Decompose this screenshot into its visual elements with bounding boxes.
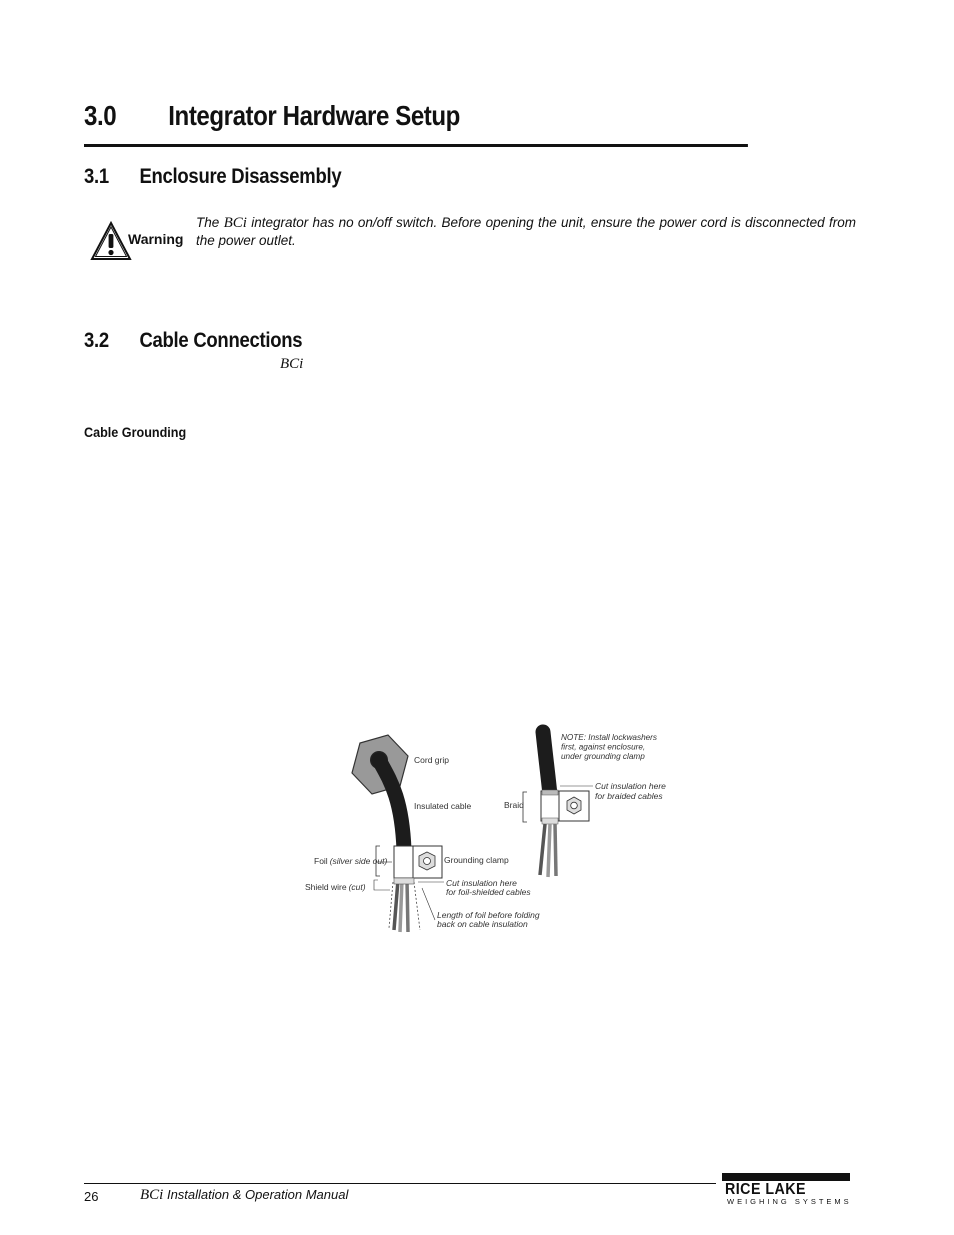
label-cut-braid: Cut insulation here for braided cables xyxy=(595,781,666,801)
page-number: 26 xyxy=(84,1189,99,1204)
rice-lake-logo: RICE LAKE WEIGHING SYSTEMS xyxy=(722,1173,854,1207)
braid-clamp-shape xyxy=(541,791,589,821)
label-foil: Foil (silver side out) xyxy=(314,856,388,866)
section-number: 3.1 xyxy=(84,165,109,188)
page-title xyxy=(84,100,748,147)
section-title: Cable Connections xyxy=(139,329,303,352)
label-grounding-clamp: Grounding clamp xyxy=(444,855,509,865)
manual-title: BCi Installation & Operation Manual xyxy=(140,1187,349,1203)
cable-grounding-diagram xyxy=(290,720,690,950)
label-shield-wire: Shield wire (cut) xyxy=(305,882,366,892)
section-number: 3.2 xyxy=(84,329,109,352)
label-cord-grip: Cord grip xyxy=(414,755,449,765)
subsection-heading: Cable Grounding xyxy=(84,424,187,440)
product-name: BCi xyxy=(223,215,247,231)
label-foil-length: Length of foil before folding back on cable insulation xyxy=(437,910,540,929)
footer-rule xyxy=(84,1183,716,1184)
warning-label: Warning xyxy=(128,231,184,247)
section-heading-enclosure xyxy=(84,165,341,189)
warning-text: The BCi integrator has no on/off switch. Before opening the unit, ensure the power cord is disconnected from the power outlet. xyxy=(196,215,856,248)
section-heading-cable-connections xyxy=(84,329,302,353)
label-braid: Braid xyxy=(504,800,524,810)
product-name: BCi xyxy=(280,356,304,372)
chapter-number: 3.0 xyxy=(84,100,117,131)
warning-icon xyxy=(90,221,132,261)
label-cut-foil: Cut insulation here for foil-shielded cables xyxy=(446,878,531,897)
label-note: NOTE: Install lockwashers first, against enclosure, under grounding clamp xyxy=(561,733,658,761)
section-title: Enclosure Disassembly xyxy=(139,165,342,188)
chapter-title: Integrator Hardware Setup xyxy=(168,100,460,131)
label-insulated-cable: Insulated cable xyxy=(414,801,472,811)
